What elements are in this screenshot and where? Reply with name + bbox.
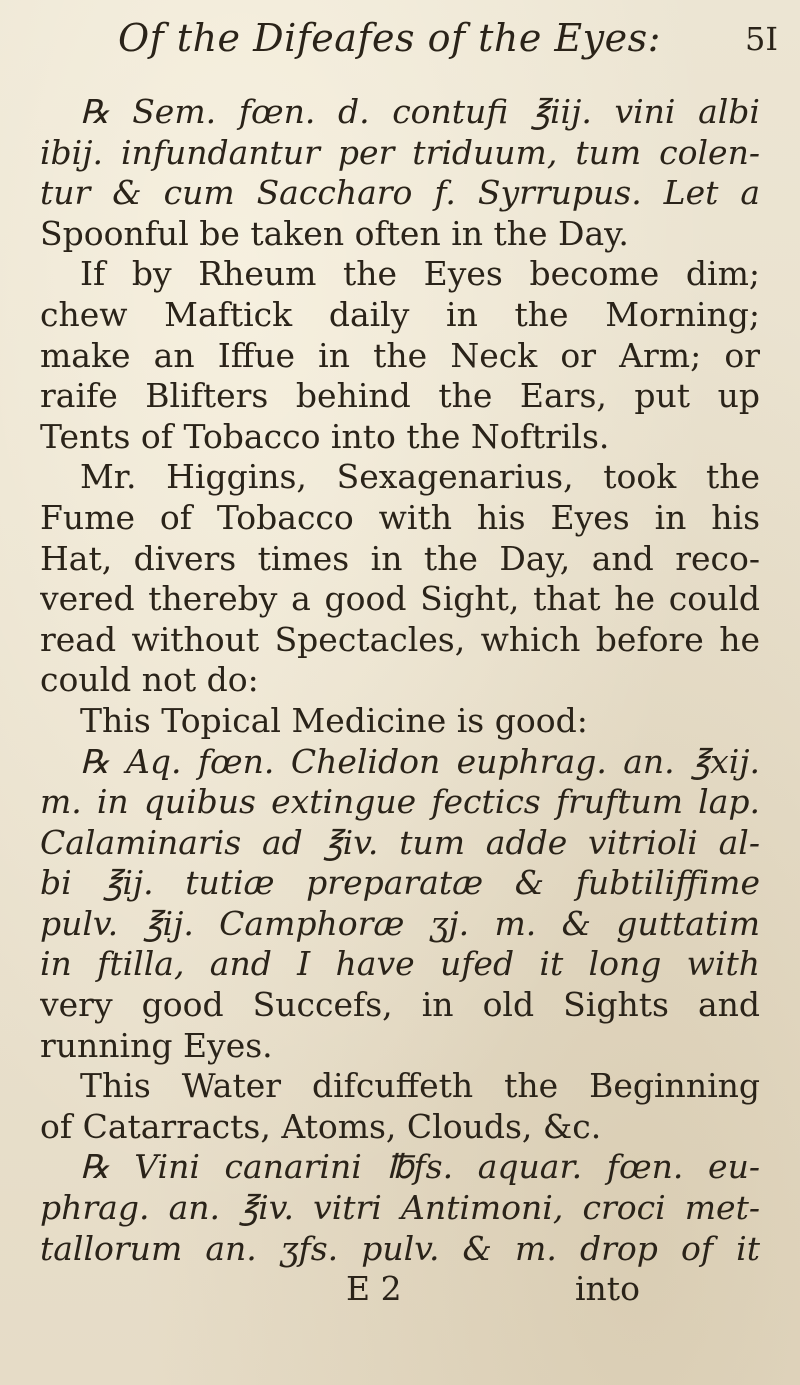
text-line: If by Rheum the Eyes become dim; (80, 254, 760, 294)
text-line: pulv. ℥ij. Camphoræ ʒj. m. & guttatim (40, 903, 760, 943)
signature-mark: E 2 (346, 1269, 402, 1309)
text-line: make an Iffue in the Neck or Arm; or (40, 335, 760, 375)
body-text (40, 92, 760, 1310)
text-line: vered thereby a good Sight, that he could (40, 579, 760, 619)
running-title: Of the Difeafes of the Eyes: (118, 16, 661, 60)
catchword: into (575, 1269, 640, 1309)
text-line: phrag. an. ℥iv. vitri Antimoni, croci met- (40, 1188, 760, 1228)
page-number: 5I (745, 20, 778, 58)
text-line: Tents of Tobacco into the Noftrils. (40, 416, 610, 456)
text-line: of Catarracts, Atoms, Clouds, &c. (40, 1106, 602, 1146)
text-line: bi ℥ij. tutiæ preparatæ & fubtiliffime (40, 863, 760, 903)
text-line: Mr. Higgins, Sexagenarius, took the (80, 457, 760, 497)
text-line: ibij. infundantur per triduum, tum colen- (40, 132, 760, 172)
text-line: in ftilla, and I have ufed it long with (40, 944, 760, 984)
text-line: This Topical Medicine is good: (80, 700, 588, 740)
text-line: chew Maftick daily in the Morning; (40, 294, 760, 334)
text-line: ℞ Vini canarini ℔fs. aquar. fœn. eu- (80, 1147, 760, 1187)
text-line: Spoonful be taken often in the Day. (40, 213, 629, 253)
text-line: tallorum an. ʒfs. pulv. & m. drop of it (40, 1228, 760, 1268)
text-line: could not do: (40, 660, 259, 700)
text-line: Hat, divers times in the Day, and reco- (40, 538, 760, 578)
text-line: read without Spectacles, which before he (40, 619, 760, 659)
text-line: tur & cum Saccharo f. Syrrupus. Let a (40, 173, 760, 213)
text-line: This Water difcuffeth the Beginning (80, 1066, 760, 1106)
text-line: running Eyes. (40, 1025, 273, 1065)
text-line: ℞ Aq. fœn. Chelidon euphrag. an. ℥xij. (80, 741, 760, 781)
text-line: ℞ Sem. fœn. d. contufi ℥iij. vini albi (80, 92, 760, 131)
text-line: m. in quibus extingue fectics fruftum lap. (40, 782, 760, 822)
text-line: Calaminaris ad ℥iv. tum adde vitrioli al- (40, 822, 760, 862)
signature-line (40, 1269, 760, 1310)
text-line: Fume of Tobacco with his Eyes in his (40, 497, 760, 537)
text-line: very good Succefs, in old Sights and (40, 985, 760, 1025)
text-line: raife Blifters behind the Ears, put up (40, 376, 760, 416)
